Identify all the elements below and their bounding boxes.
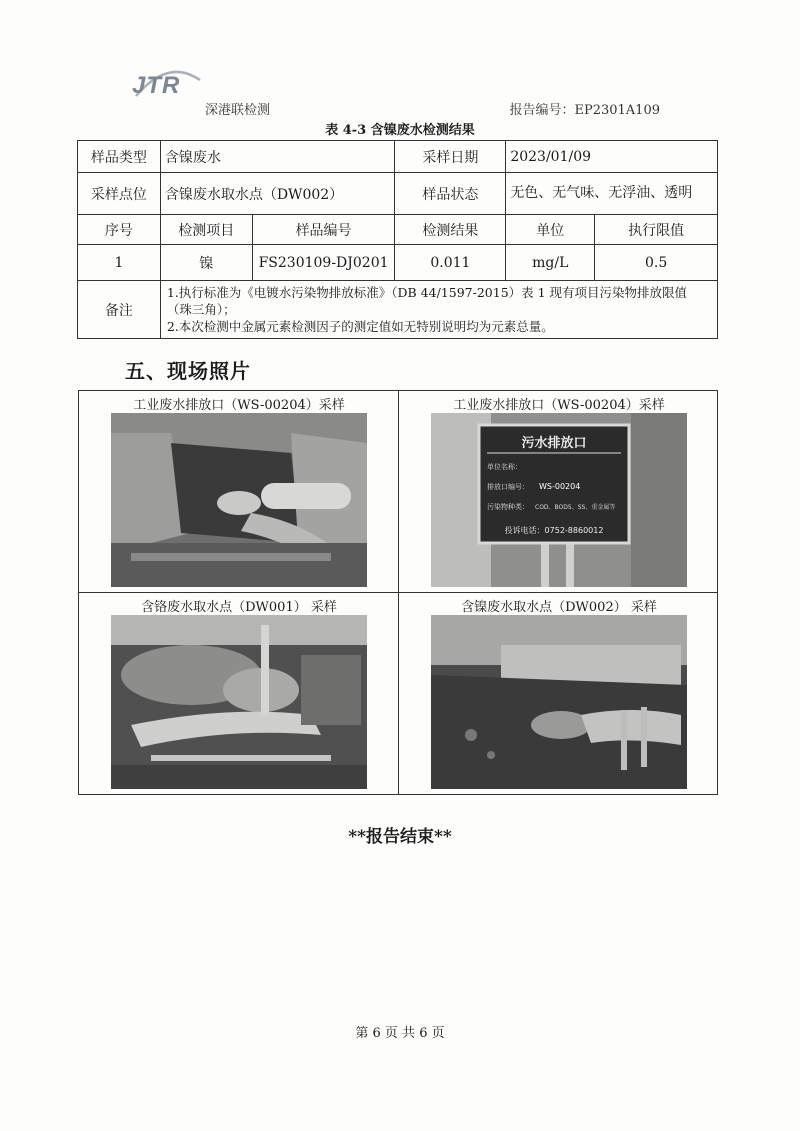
remarks-row [78, 281, 718, 339]
sampling-point-label: 采样点位 [78, 173, 161, 215]
sign-pollutants: COD、BOD5、SS、重金属等 [535, 504, 616, 511]
sample-type-label: 样品类型 [78, 141, 161, 173]
report-number: 报告编号：EP2301A109 [509, 103, 660, 118]
remark-line: 1.执行标准为《电镀水污染物排放标准》（DB 44/1597-2015）表 1 现有项目污染物排放限值（珠三角）； [166, 285, 688, 317]
table-header-row [78, 215, 718, 245]
remarks-content [160, 281, 717, 339]
table-row [78, 141, 718, 173]
report-end-mark: **报告结束** [348, 827, 452, 847]
nickel-sampling-photo [431, 615, 687, 789]
photo-caption: 含镍废水取水点（DW002） 采样 [461, 600, 657, 615]
outfall-sampling-photo [111, 413, 367, 587]
sampling-date-value: 2023/01/09 [506, 141, 718, 173]
outfall-sign-photo [431, 413, 687, 587]
sign-code: WS-00204 [539, 482, 581, 491]
photo-cell [399, 391, 719, 593]
photo-caption: 工业废水排放口（WS-00204）采样 [133, 398, 345, 413]
table-row [78, 173, 718, 215]
column-header: 检测结果 [395, 215, 506, 245]
remark-line: 2.本次检测中金属元素检测因子的测定值如无特别说明均为元素总量。 [166, 319, 554, 334]
sign-phone: 投诉电话：0752-8860012 [504, 526, 604, 535]
photo-cell [79, 391, 399, 593]
column-header: 执行限值 [595, 215, 718, 245]
table-row [78, 245, 718, 281]
company-name: 深港联检测 [205, 103, 271, 118]
photo-cell [79, 593, 399, 795]
photo-caption: 工业废水排放口（WS-00204）采样 [453, 398, 665, 413]
table-title: 表 4-3 含镍废水检测结果 [325, 123, 475, 138]
results-table [77, 140, 718, 339]
unit: mg/L [506, 245, 595, 281]
sample-type-value: 含镍废水 [160, 141, 395, 173]
column-header: 序号 [78, 215, 161, 245]
column-header: 检测项目 [160, 215, 252, 245]
section-title: 五、现场照片 [125, 359, 251, 383]
sample-state-label: 样品状态 [395, 173, 506, 215]
limit-value: 0.5 [595, 245, 718, 281]
row-index: 1 [78, 245, 161, 281]
column-header: 样品编号 [252, 215, 395, 245]
photo-caption: 含铬废水取水点（DW001） 采样 [141, 600, 337, 615]
sample-number: FS230109-DJ0201 [252, 245, 395, 281]
sample-state-value: 无色、无气味、无浮油、透明 [506, 173, 718, 215]
photo-grid [78, 390, 718, 795]
test-result: 0.011 [395, 245, 506, 281]
sign-title: 污水排放口 [521, 436, 587, 451]
photo-cell [399, 593, 719, 795]
sign-line: 单位名称： [487, 463, 522, 471]
page-number: 第 6 页 共 6 页 [355, 1026, 445, 1041]
test-item: 镍 [160, 245, 252, 281]
sign-line: 污染物种类： [487, 503, 529, 511]
chromium-sampling-photo [111, 615, 367, 789]
column-header: 单位 [506, 215, 595, 245]
sampling-point-value: 含镍废水取水点（DW002） [160, 173, 395, 215]
remarks-label: 备注 [78, 281, 161, 339]
sampling-date-label: 采样日期 [395, 141, 506, 173]
company-logo: JTR [132, 72, 181, 99]
sign-line: 排放口编号： [487, 483, 529, 491]
